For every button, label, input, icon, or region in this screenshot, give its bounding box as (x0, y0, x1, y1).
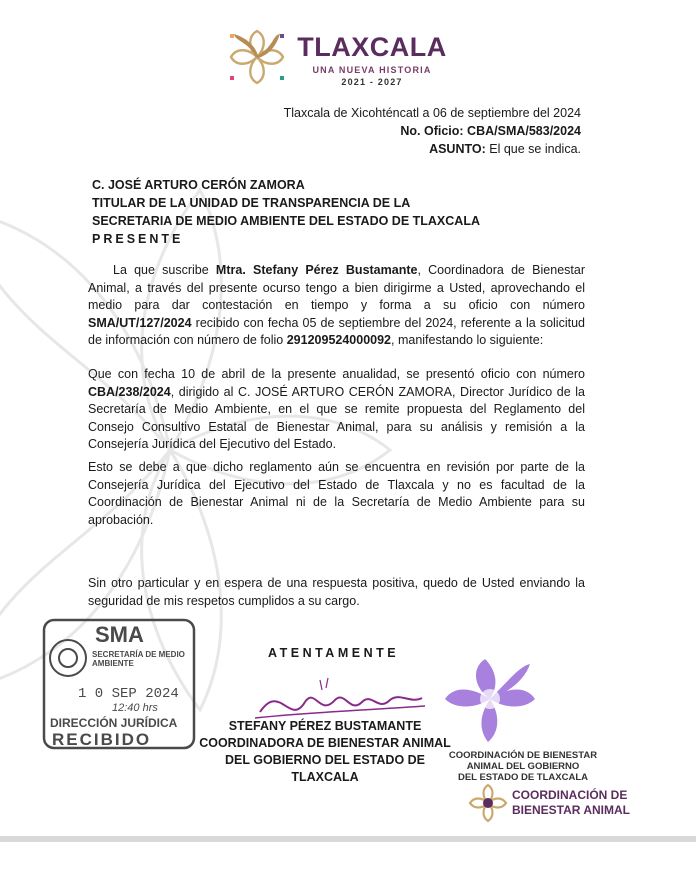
p2-oficio-number: CBA/238/2024 (88, 384, 171, 399)
stamp-time: 12:40 hrs (112, 702, 158, 714)
signer-name: STEFANY PÉREZ BUSTAMANTE (228, 719, 422, 733)
presente: PRESENTE (92, 232, 184, 246)
stamp-date: 1 0 SEP 2024 (78, 686, 179, 702)
brand-block (292, 32, 452, 88)
p2-text-a: Que con fecha 10 de abril de la presente anualidad, se presentó oficio con número (88, 367, 585, 381)
paragraph-3: Esto se debe a que dicho reglamento aún se encuentra en revisión por parte de la Consejería Jurídica del Ejecutivo del Estado de Tlaxcala y no es facultad de la Coordinación de Bienestar Animal ni de la Secretaría de Medio Ambiente para su aprobación. (88, 460, 585, 527)
p1-text-d: , manifestando lo siguiente: (391, 333, 544, 347)
stamp-direccion: DIRECCIÓN JURÍDICA (50, 716, 178, 730)
brand-title: TLAXCALA (297, 32, 447, 62)
place-date: Tlaxcala de Xicohténcatl a 06 de septiembre del 2024 (283, 106, 581, 120)
document-meta (284, 104, 581, 158)
recipient-block (92, 176, 480, 248)
brand-period: 2021 - 2027 (341, 77, 403, 87)
paragraph-2 (88, 366, 585, 454)
oficio-label: No. Oficio: (400, 124, 464, 138)
paragraph-4: Sin otro particular y en espera de una respuesta positiva, quedo de Usted enviando la seguridad de mis respetos cumplidos a su cargo. (88, 576, 585, 608)
footer-text (512, 788, 630, 818)
footer-divider (0, 836, 696, 842)
seal-line-2: ANIMAL DEL GOBIERNO (466, 761, 580, 772)
signer-role-2: DEL GOBIERNO DEL ESTADO DE TLAXCALA (224, 753, 426, 784)
p2-text-b: , dirigido al C. JOSÉ ARTURO CERÓN ZAMORA, Director Jurídico de la Secretaría de Medio Ambiente, en el que se remite propuesta del Reglamento del Consejo Consultivo Estatal de Bienestar Animal, para su análisis y remisión a la Consejería Jurídica del Ejecutivo del Estado. (88, 384, 585, 451)
coordination-seal (440, 654, 540, 744)
received-stamp (40, 616, 230, 756)
bienestar-animal-logo (468, 783, 508, 823)
p1-oficio-number: SMA/UT/127/2024 (88, 315, 192, 330)
seal-text (448, 750, 598, 783)
stamp-recibido: RECIBIDO (52, 730, 152, 749)
brand-tagline: UNA NUEVA HISTORIA (312, 65, 432, 75)
p1-text-c: recibido con fecha 05 de septiembre del 2024, referente a la solicitud de información con número de folio (88, 315, 585, 347)
stamp-sma: SMA (95, 622, 144, 647)
recipient-title-2: SECRETARIA DE MEDIO AMBIENTE DEL ESTADO DE TLAXCALA (92, 214, 480, 228)
oficio-line (284, 122, 581, 140)
p1-signer-name: Mtra. Stefany Pérez Bustamante (215, 263, 418, 277)
stamp-secretaria: SECRETARÍA DE MEDIO AMBIENTE (92, 650, 185, 668)
asunto-value: El que se indica. (489, 142, 581, 156)
footer-line-1: COORDINACIÓN DE (512, 788, 628, 802)
tlaxcala-flower-logo (228, 28, 286, 86)
signature-block (190, 718, 460, 786)
p1-folio-number: 291209524000092 (286, 333, 392, 347)
asunto-label: ASUNTO: (429, 142, 486, 156)
p1-text-a: La que suscribe (113, 263, 216, 277)
paragraph-1 (88, 262, 585, 350)
oficio-value: CBA/SMA/583/2024 (467, 124, 581, 138)
asunto-line (284, 140, 581, 158)
signer-role-1: COORDINADORA DE BIENESTAR ANIMAL (199, 736, 451, 750)
seal-line-3: DEL ESTADO DE TLAXCALA (457, 772, 588, 783)
seal-line-1: COORDINACIÓN DE BIENESTAR (448, 750, 598, 761)
recipient-title-1: TITULAR DE LA UNIDAD DE TRANSPARENCIA DE LA (92, 196, 411, 210)
p1-text-b: , Coordinadora de Bienestar Animal, a través del presente ocurso tengo a bien dirigirme a Usted, aprovechando el medio para dar contestación en tiempo y forma a su oficio con número (88, 263, 585, 312)
recipient-name: C. JOSÉ ARTURO CERÓN ZAMORA (92, 178, 305, 192)
atentamente: ATENTAMENTE (268, 646, 400, 660)
footer-line-2: BIENESTAR ANIMAL (512, 803, 630, 817)
